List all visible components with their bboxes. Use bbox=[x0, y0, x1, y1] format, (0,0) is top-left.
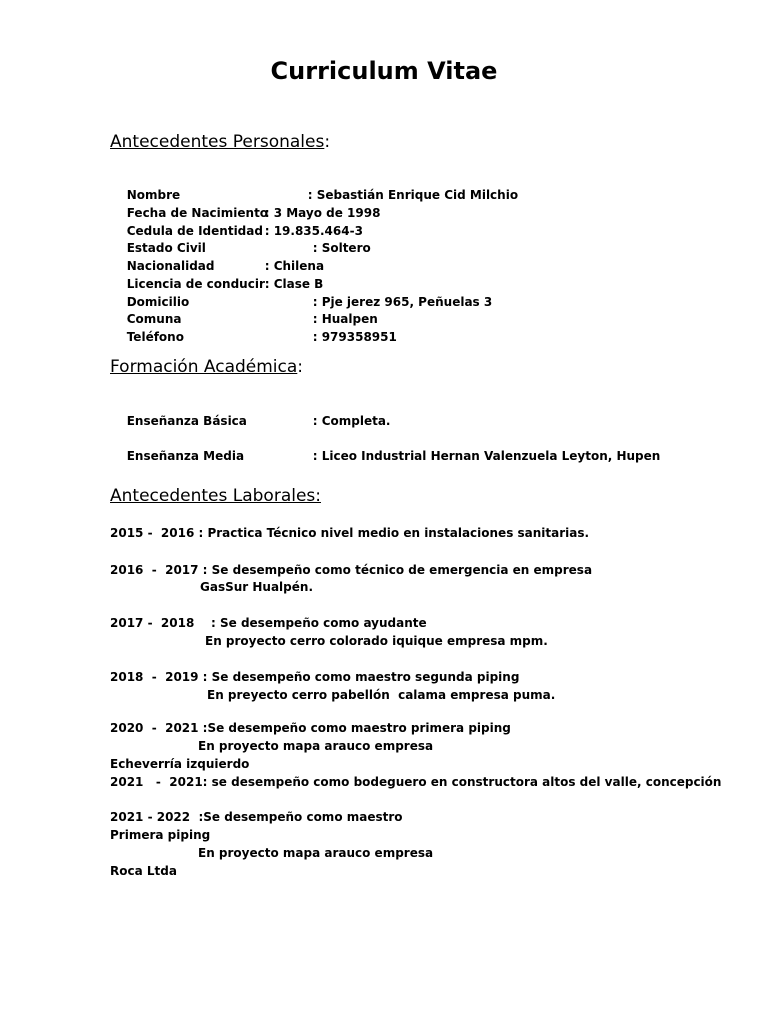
personal-value: : 3 Mayo de 1998 bbox=[264, 206, 381, 220]
work-line-continuation: En preyecto cerro pabellón calama empresa puma. bbox=[207, 688, 556, 702]
academic-label: Enseñanza Media bbox=[126, 449, 245, 463]
personal-value: : Soltero bbox=[312, 241, 371, 255]
personal-section-heading bbox=[110, 131, 330, 153]
personal-label: Cedula de Identidad bbox=[126, 224, 263, 238]
work-heading-text: Antecedentes Laborales: bbox=[110, 486, 321, 506]
academic-heading-text: Formación Académica bbox=[110, 357, 298, 377]
personal-label: Estado Civil bbox=[126, 241, 206, 255]
work-line: Primera piping bbox=[110, 828, 211, 842]
personal-row-telefono bbox=[110, 313, 397, 361]
personal-label: Nacionalidad bbox=[126, 259, 215, 273]
personal-value: : Pje jerez 965, Peñuelas 3 bbox=[312, 295, 493, 309]
personal-value: : Clase B bbox=[264, 277, 324, 291]
personal-value: : 979358951 bbox=[312, 330, 397, 344]
personal-label: Domicilio bbox=[126, 295, 190, 309]
work-line: 2017 - 2018 : Se desempeño como ayudante bbox=[110, 616, 427, 630]
work-line-continuation: En proyecto cerro colorado iquique empresa mpm. bbox=[205, 634, 548, 648]
document-title: Curriculum Vitae bbox=[270, 57, 498, 85]
academic-heading-colon: : bbox=[297, 357, 304, 377]
personal-label: Licencia de conducir bbox=[126, 277, 265, 291]
personal-label: Comuna bbox=[126, 312, 182, 326]
personal-label: Nombre bbox=[126, 188, 181, 202]
work-line: 2018 - 2019 : Se desempeño como maestro segunda piping bbox=[110, 670, 520, 684]
work-line: Roca Ltda bbox=[110, 864, 177, 878]
academic-value: : Completa. bbox=[312, 414, 391, 428]
work-line: 2016 - 2017 : Se desempeño como técnico de emergencia en empresa bbox=[110, 563, 593, 577]
work-line: 2020 - 2021 :Se desempeño como maestro primera piping bbox=[110, 721, 511, 735]
work-line: 2021 - 2021: se desempeño como bodeguero en constructora altos del valle, concepción bbox=[110, 775, 722, 789]
personal-value: : Hualpen bbox=[312, 312, 378, 326]
academic-value: : Liceo Industrial Hernan Valenzuela Leyton, Hupen bbox=[312, 449, 661, 463]
personal-value: : 19.835.464-3 bbox=[264, 224, 363, 238]
personal-heading-colon: : bbox=[324, 132, 331, 152]
work-line-continuation: En proyecto mapa arauco empresa bbox=[198, 739, 434, 753]
work-section-heading bbox=[110, 485, 321, 507]
personal-label: Teléfono bbox=[126, 330, 184, 344]
academic-section-heading bbox=[110, 356, 303, 378]
work-line-continuation: GasSur Hualpén. bbox=[200, 580, 313, 594]
personal-value: : Chilena bbox=[264, 259, 325, 273]
personal-value: : Sebastián Enrique Cid Milchio bbox=[307, 188, 519, 202]
academic-label: Enseñanza Básica bbox=[126, 414, 247, 428]
work-line: Echeverría izquierdo bbox=[110, 757, 250, 771]
personal-label: Fecha de Nacimiento bbox=[126, 206, 269, 220]
personal-heading-text: Antecedentes Personales bbox=[110, 132, 325, 152]
academic-row-media bbox=[110, 432, 660, 480]
work-line: 2021 - 2022 :Se desempeño como maestro bbox=[110, 810, 403, 824]
work-line: 2015 - 2016 : Practica Técnico nivel medio en instalaciones sanitarias. bbox=[110, 526, 590, 540]
work-line-continuation: En proyecto mapa arauco empresa bbox=[198, 846, 434, 860]
